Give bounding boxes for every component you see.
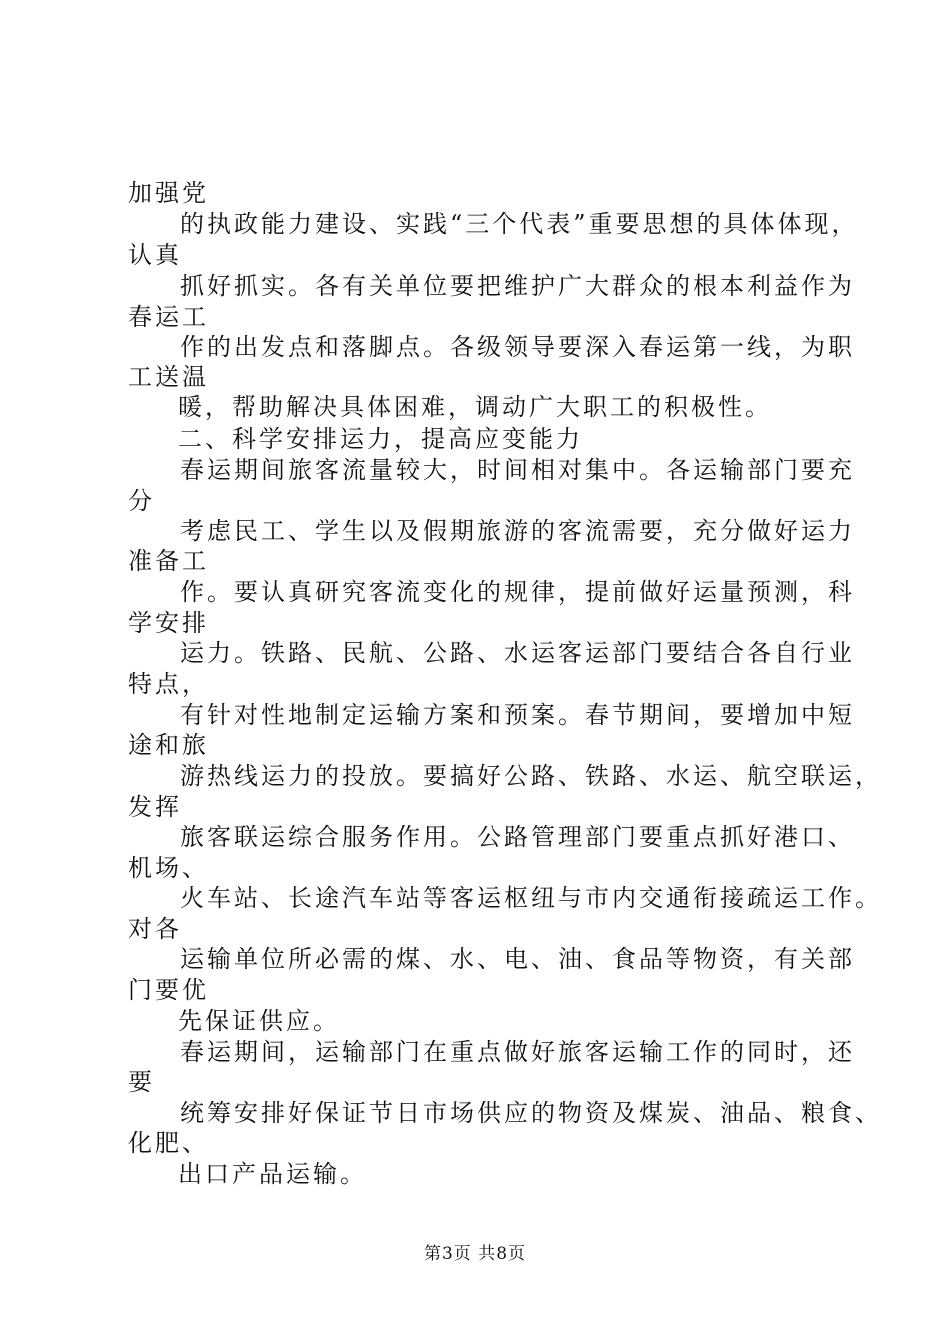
text-line: 春运工 — [128, 303, 209, 331]
text-line: 门要优 — [128, 976, 209, 1004]
text-line: 运输单位所必需的煤、水、电、油、食品等物资，有关部 — [180, 945, 855, 973]
text-line: 认真 — [128, 241, 182, 269]
page-number-footer: 第3页 共8页 — [423, 1244, 527, 1264]
text-line: 春运期间旅客流量较大，时间相对集中。各运输部门要充 — [180, 456, 855, 484]
text-line: 特点， — [128, 670, 209, 698]
text-line: 加强党 — [128, 179, 209, 207]
text-line: 出口产品运输。 — [178, 1160, 367, 1188]
text-line: 有针对性地制定运输方案和预案。春节期间，要增加中短 — [180, 701, 855, 729]
text-line: 机场、 — [128, 854, 209, 882]
text-line: 途和旅 — [128, 731, 209, 759]
text-line: 游热线运力的投放。要搞好公路、铁路、水运、航空联运， — [180, 762, 882, 790]
section-heading: 二、科学安排运力，提高应变能力 — [178, 425, 583, 453]
text-line: 先保证供应。 — [178, 1007, 340, 1035]
text-line: 作的出发点和落脚点。各级领导要深入春运第一线，为职 — [180, 333, 855, 361]
text-line: 运力。铁路、民航、公路、水运客运部门要结合各自行业 — [180, 639, 855, 667]
text-line: 化肥、 — [128, 1129, 209, 1157]
text-line: 抓好抓实。各有关单位要把维护广大群众的根本利益作为 — [180, 272, 855, 300]
text-line: 火车站、长途汽车站等客运枢纽与市内交通衔接疏运工作。 — [180, 884, 882, 912]
text-line: 学安排 — [128, 609, 209, 637]
text-line: 作。要认真研究客流变化的规律，提前做好运量预测，科 — [180, 578, 855, 606]
text-line: 发挥 — [128, 793, 182, 821]
text-line: 旅客联运综合服务作用。公路管理部门要重点抓好港口、 — [180, 823, 855, 851]
text-line: 的执政能力建设、实践“三个代表”重要思想的具体体现， — [180, 210, 859, 238]
text-line: 对各 — [128, 915, 182, 943]
text-line: 分 — [128, 487, 155, 515]
text-line: 工送温 — [128, 363, 209, 391]
text-line: 暖，帮助解决具体困难，调动广大职工的积极性。 — [178, 393, 772, 421]
text-line: 春运期间，运输部门在重点做好旅客运输工作的同时，还 — [180, 1038, 855, 1066]
text-line: 要 — [128, 1068, 155, 1096]
text-line: 准备工 — [128, 547, 209, 575]
text-line: 统筹安排好保证节日市场供应的物资及煤炭、油品、粮食、 — [180, 1099, 882, 1127]
text-line: 考虑民工、学生以及假期旅游的客流需要，充分做好运力 — [180, 517, 855, 545]
